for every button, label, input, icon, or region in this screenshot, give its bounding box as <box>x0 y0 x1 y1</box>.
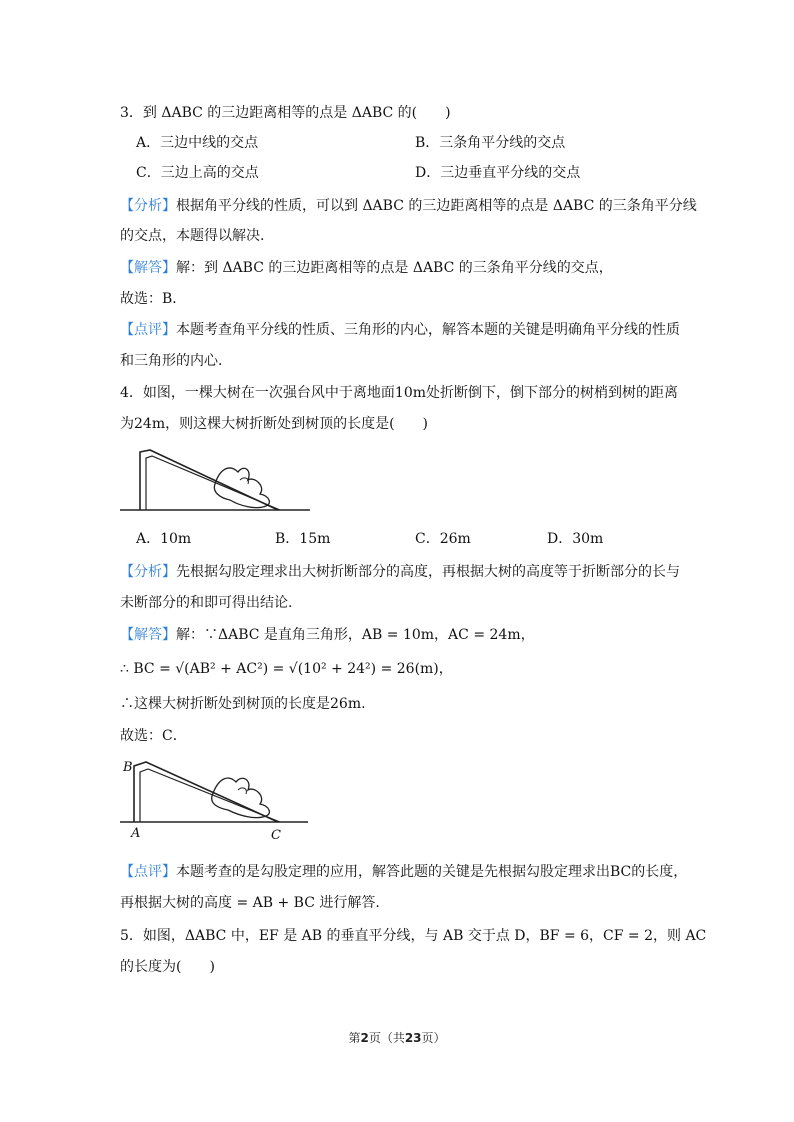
q3-option-d: D．三边垂直平分线的交点 <box>415 165 581 181</box>
q3-answer-text: 解：到 ΔABC 的三边距离相等的点是 ΔABC 的三条角平分线的交点， <box>176 260 613 276</box>
q3-option-c: C．三边上高的交点 <box>136 165 259 181</box>
review-tag: 【点评】 <box>120 322 176 338</box>
q3-analysis-text-2: 的交点，本题得以解决. <box>120 228 265 244</box>
q4-choice: 故选：C． <box>120 728 187 744</box>
q4-analysis <box>120 563 680 581</box>
q3-review <box>120 321 680 339</box>
q5-stem-1: 5．如图，ΔABC 中，EF 是 AB 的垂直平分线，与 AB 交于点 D，BF = 6，CF = 2，则 AC <box>120 928 707 944</box>
answer-tag: 【解答】 <box>120 260 176 276</box>
q4-review-text-1: 本题考查的是勾股定理的应用，解答此题的关键是先根据勾股定理求出BC的长度， <box>176 864 688 880</box>
tree-figure-2 <box>120 758 320 832</box>
q3-choice: 故选：B． <box>120 291 187 307</box>
footer-prefix: 第 <box>348 1031 361 1045</box>
q4-option-b: B．15m <box>275 531 331 547</box>
analysis-tag: 【分析】 <box>120 198 176 214</box>
q3-option-a: A．三边中线的交点 <box>136 135 259 151</box>
q3-stem: 3．到 ΔABC 的三边距离相等的点是 ΔABC 的( ) <box>120 105 451 121</box>
q4-analysis-text-2: 未断部分的和即可得出结论. <box>120 595 293 611</box>
q3-review-text-2: 和三角形的内心. <box>120 353 223 369</box>
review-tag: 【点评】 <box>120 864 176 880</box>
q4-stem-2: 为24m，则这棵大树折断处到树顶的长度是( ) <box>120 416 429 432</box>
q4-answer-text-2: ∴ BC = √(AB² + AC²) = √(10² + 24²) = 26(m)， <box>120 661 453 677</box>
q3-answer <box>120 259 613 277</box>
answer-tag: 【解答】 <box>120 627 176 643</box>
footer-page-number: 2 <box>360 1031 369 1045</box>
q3-review-text-1: 本题考查角平分线的性质、三角形的内心，解答本题的关键是明确角平分线的性质 <box>176 322 680 338</box>
q3-analysis-text-1: 根据角平分线的性质，可以到 ΔABC 的三边距离相等的点是 ΔABC 的三条角平分线 <box>176 198 697 214</box>
q4-option-c: C．26m <box>415 531 471 547</box>
figure-label-c: C <box>271 828 281 843</box>
footer-suffix: 页） <box>421 1031 446 1045</box>
tree-figure-1 <box>120 446 320 518</box>
q3-option-b: B．三条角平分线的交点 <box>415 135 566 151</box>
footer-total-pages: 23 <box>404 1031 422 1045</box>
q4-option-a: A．10m <box>136 531 192 547</box>
footer-mid: 页（共 <box>368 1031 405 1045</box>
q4-answer-text-1: 解：∵ΔABC 是直角三角形，AB = 10m，AC = 24m， <box>176 627 535 643</box>
figure-label-b: B <box>123 760 133 775</box>
page-footer <box>0 1029 794 1046</box>
analysis-tag: 【分析】 <box>120 564 176 580</box>
figure-label-a: A <box>131 826 141 841</box>
q4-answer-text-3: ∴这棵大树折断处到树顶的长度是26m. <box>120 696 366 712</box>
q5-stem-2: 的长度为( ) <box>120 959 215 975</box>
q4-review <box>120 863 687 881</box>
q4-answer <box>120 626 535 644</box>
q4-analysis-text-1: 先根据勾股定理求出大树折断部分的高度，再根据大树的高度等于折断部分的长与 <box>176 564 680 580</box>
q4-stem-1: 4．如图，一棵大树在一次强台风中于离地面10m处折断倒下，倒下部分的树梢到树的距离 <box>120 385 678 401</box>
q4-option-d: D．30m <box>547 531 604 547</box>
q3-analysis <box>120 197 697 215</box>
q4-review-text-2: 再根据大树的高度 = AB + BC 进行解答. <box>120 895 380 911</box>
